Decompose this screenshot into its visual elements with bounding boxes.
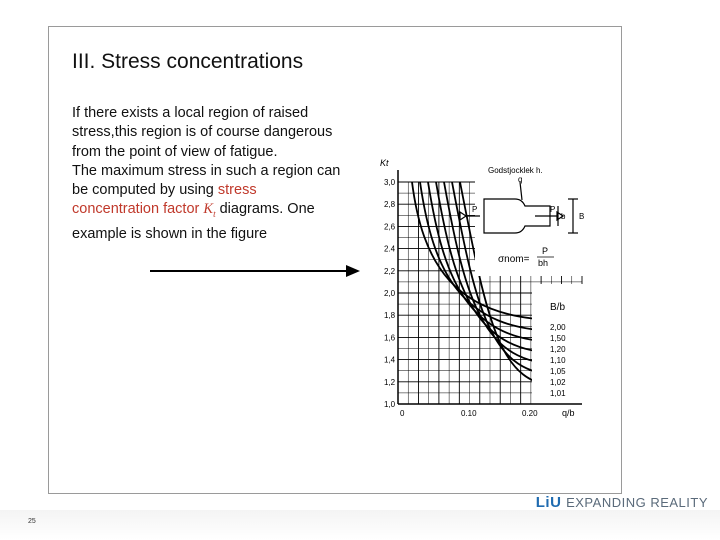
- legend-value: 2,00: [550, 323, 566, 332]
- inset-width-small: b: [561, 212, 566, 221]
- legend-value: 1,10: [550, 356, 566, 365]
- y-tick-label: 2,8: [384, 200, 396, 210]
- logo-mark: LiU: [535, 494, 562, 511]
- stress-concentration-link: stress concentration factor $K_t$: [72, 182, 257, 220]
- paragraph-2-end: diagrams. One example is shown in the figure: [72, 201, 315, 242]
- y-tick-label: 2,0: [384, 289, 396, 298]
- inset-width-large: B: [579, 212, 585, 221]
- logo-tagline: EXPANDING REALITY: [566, 495, 708, 510]
- body-text: [72, 104, 344, 244]
- y-tick-label: 1,0: [384, 400, 396, 409]
- inset-load-right: P: [550, 205, 556, 214]
- legend-value: 1,02: [550, 378, 566, 387]
- formula-numerator: P: [542, 246, 549, 256]
- y-tick-label: 2.4: [384, 244, 396, 254]
- x-tick-label: 0: [400, 409, 405, 418]
- pointer-arrow: [150, 261, 362, 281]
- legend-white-area: [532, 284, 600, 404]
- y-tick-label: 1,2: [384, 377, 396, 387]
- paragraph-2: [72, 162, 344, 244]
- footer-band: [0, 510, 720, 540]
- paragraph-1: If there exists a local region of raised stress,this region is of course dangerous from the point of view of fatigue.: [72, 105, 333, 160]
- y-tick-label: 2,2: [384, 266, 396, 276]
- stress-concentration-diagram: [360, 152, 600, 424]
- legend-value: 1,20: [550, 345, 566, 354]
- slide-title: III. Stress concentrations: [72, 50, 304, 73]
- y-tick-label: 2,6: [384, 222, 396, 232]
- x-axis-label: q/b: [562, 408, 575, 418]
- page-number: 25: [28, 518, 36, 525]
- formula-denominator: bh: [538, 258, 549, 268]
- legend-value: 1,50: [550, 334, 566, 343]
- y-tick-label: 3,0: [384, 178, 396, 187]
- y-tick-label: 1,4: [384, 355, 396, 365]
- y-tick-label: 1,8: [384, 311, 396, 321]
- paragraph-2-start: The maximum stress in such a region can be computed by using: [72, 162, 341, 199]
- liu-logo: [536, 494, 708, 511]
- inset-load-left: P: [472, 205, 478, 214]
- legend-value: 1,01: [550, 389, 566, 398]
- inset-title: Godstjocklek h.: [488, 166, 543, 175]
- legend-value: 1,05: [550, 367, 566, 376]
- kt-symbol: $K_t$: [203, 201, 216, 220]
- legend-header: B/b: [550, 302, 566, 313]
- y-tick-label: 1,6: [384, 333, 396, 343]
- x-tick-label: 0.10: [461, 409, 477, 418]
- y-axis-label: Kt: [380, 158, 389, 168]
- x-tick-label: 0.20: [522, 409, 538, 418]
- formula-lhs: σnom=: [498, 254, 530, 265]
- inset-radius-label: q: [518, 175, 523, 184]
